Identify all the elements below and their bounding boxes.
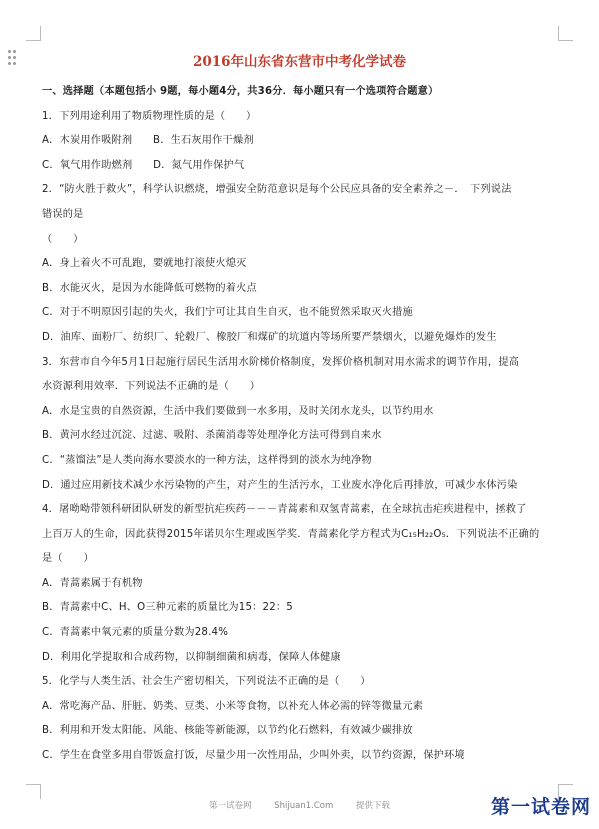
text-line: 水资源利用效率．下列说法不正确的是（ ） (42, 381, 261, 393)
text-line: 5．化学与人类生活、社会生产密切相关，下列说法不正确的是（ ） (42, 676, 371, 688)
text-line: C．“蒸馏法”是人类向海水要淡水的一种方法，这样得到的淡水为纯净物 (42, 454, 372, 466)
text-line: A．水是宝贵的自然资源，生活中我们要做到一水多用，及时关闭水龙头，以节约用水 (42, 405, 434, 417)
text-line: A．木炭用作吸附剂 B．生石灰用作干燥剂 (42, 135, 254, 147)
text-line: C．青蒿素中氧元素的质量分数为28.4% (42, 627, 229, 639)
page-corner-mark (558, 26, 573, 41)
text-line: D．通过应用新技术减少水污染物的产生，对产生的生活污水，工业废水净化后再排放，可减少水体污染 (42, 479, 518, 491)
text-line: 是（ ） (42, 553, 94, 565)
text-line: B．青蒿素中C、H、O三种元素的质量比为15：22：5 (42, 602, 293, 614)
footer-download-note: 提供下载 (355, 801, 390, 811)
footer-site-url: Shijuan1.Com (274, 801, 334, 811)
page-corner-mark (26, 26, 41, 41)
text-line: 错误的是 (42, 208, 84, 220)
text-line: D．利用化学提取和合成药物，以抑制细菌和病毒，保障人体健康 (42, 651, 341, 663)
text-line: C．对于不明原因引起的失火，我们宁可让其自生自灭，也不能贸然采取灭火措施 (42, 307, 413, 319)
text-line: （ ） (42, 233, 84, 245)
text-line: A．身上着火不可乱跑，要就地打滚使火熄灭 (42, 258, 247, 270)
document-body (42, 80, 562, 769)
text-line: A．青蒿素属于有机物 (42, 577, 143, 589)
text-line: 3．东营市自今年5月1日起施行居民生活用水阶梯价格制度，发挥价格机制对用水需求的调节作用，提高 (42, 356, 520, 368)
text-line: C．学生在食堂多用自带饭盒打饭，尽量少用一次性用品，少叫外卖，以节约资源，保护环境 (42, 750, 465, 762)
text-line: 4．屠呦呦带领科研团队研发的新型抗疟疾药－－－青蒿素和双氢青蒿素，在全球抗击疟疾进程中，拯救了 (42, 504, 527, 516)
page-corner-mark (26, 784, 41, 799)
text-line: B．利用和开发太阳能、风能、核能等新能源，以节约化石燃料，有效减少碳排放 (42, 725, 413, 737)
text-line: 2．“防火胜于救火”，科学认识燃烧，增强安全防范意识是每个公民应具备的安全素养之－． 下列说法 (42, 184, 512, 196)
footer-site-name: 第一试卷网 (209, 801, 252, 811)
text-line: 1．下列用途利用了物质物理性质的是（ ） (42, 110, 257, 122)
text-line: 上百万人的生命，因此获得2015年诺贝尔生理或医学奖．青蒿素化学方程式为C₁₅H₂₂O₅．下列说法不正确的 (42, 528, 540, 540)
page-title: 2016年山东省东营市中考化学试卷 (192, 54, 407, 70)
text-line: C．氧气用作助燃剂 D．氮气用作保护气 (42, 159, 245, 171)
text-line: B．水能灭火，是因为水能降低可燃物的着火点 (42, 282, 257, 294)
text-line: A．常吃海产品、肝脏、奶类、豆类、小米等食物，以补充人体必需的锌等微量元素 (42, 700, 424, 712)
text-line: B．黄河水经过沉淀、过滤、吸附、杀菌消毒等处理净化方法可得到自来水 (42, 430, 382, 442)
text-line: D．油库、面粉厂、纺织厂、轮毂厂、橡胶厂和煤矿的坑道内等场所要严禁烟火，以避免爆炸的发生 (42, 331, 497, 343)
site-logo: 第一试卷网 (490, 796, 591, 818)
text-line: 一、选择题（本题包括小 9题，每小题4分，共36分．每小题只有一个选项符合题意） (42, 86, 439, 97)
